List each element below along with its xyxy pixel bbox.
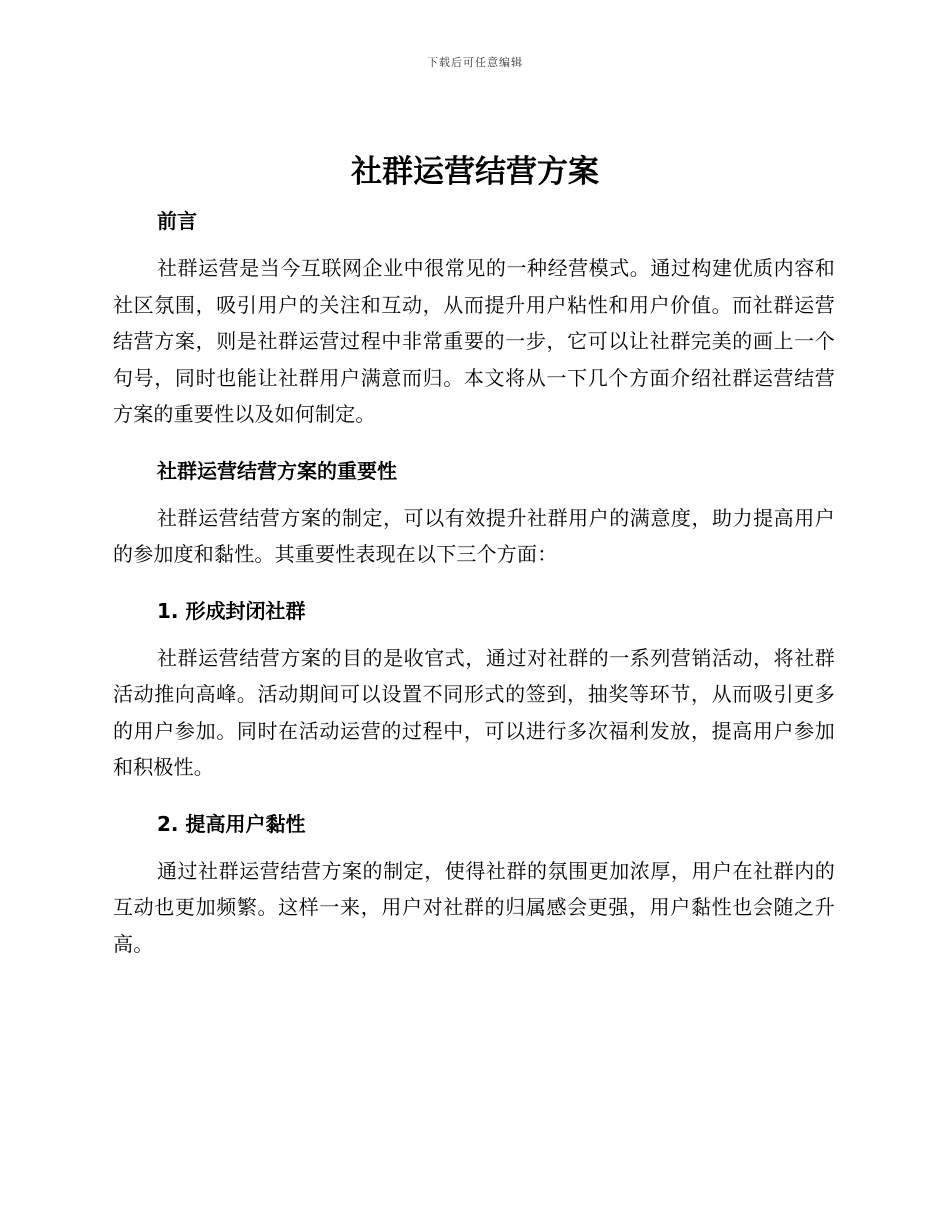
document-title: 社群运营结营方案 — [351, 154, 599, 190]
section-paragraph: 社群运营结营方案的制定，可以有效提升社群用户的满意度，助力提高用户的参加度和黏性。其重要性表现在以下三个方面： — [113, 505, 835, 566]
section-user-stickiness — [113, 801, 835, 963]
section-preface — [113, 198, 835, 433]
section-closed-community — [113, 588, 835, 786]
section-heading: 社群运营结营方案的重要性 — [157, 458, 397, 483]
section-heading: 前言 — [157, 209, 197, 233]
section-heading: 1. 形成封闭社群 — [157, 598, 306, 623]
section-heading: 2. 提高用户黏性 — [157, 811, 306, 836]
section-paragraph: 社群运营是当今互联网企业中很常见的一种经营模式。通过构建优质内容和社区氛围，吸引用户的关注和互动，从而提升用户粘性和用户价值。而社群运营结营方案，则是社群运营过程中非常重要的一步，它可以让社群完美的画上一个句号，同时也能让社群用户满意而归。本文将从一下几个方面介绍社群运营结营方案的重要性以及如何制定。 — [113, 256, 835, 426]
section-paragraph: 通过社群运营结营方案的制定，使得社群的氛围更加浓厚，用户在社群内的互动也更加频繁。这样一来，用户对社群的归属感会更强，用户黏性也会随之升高。 — [113, 858, 835, 956]
page-header-note: 下载后可任意编辑 — [427, 56, 523, 69]
section-paragraph: 社群运营结营方案的目的是收官式，通过对社群的一系列营销活动，将社群活动推向高峰。活动期间可以设置不同形式的签到，抽奖等环节，从而吸引更多的用户参加。同时在活动运营的过程中，可以进行多次福利发放，提高用户参加和积极性。 — [113, 645, 835, 779]
section-importance — [113, 448, 835, 573]
document-body — [113, 198, 835, 977]
